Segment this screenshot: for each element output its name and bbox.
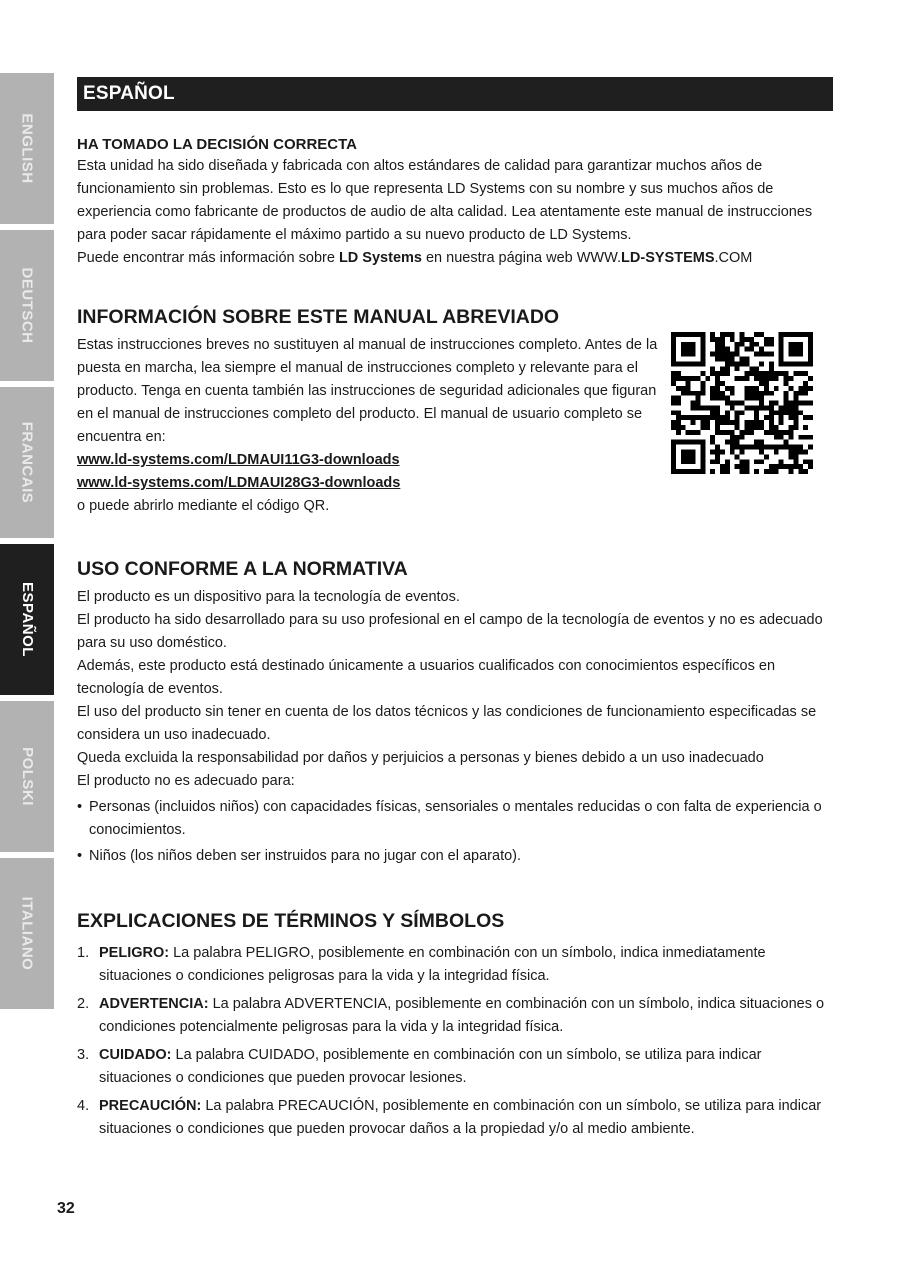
manual-info-heading: INFORMACIÓN SOBRE ESTE MANUAL ABREVIADO bbox=[77, 306, 560, 328]
download-link-ui28[interactable]: www.ld-systems.com/LDMAUI28G3-downloads bbox=[77, 475, 401, 491]
intended-use-line: El producto no es adecuado para: bbox=[77, 773, 295, 789]
terms-list bbox=[77, 942, 833, 1141]
term-text: La palabra ADVERTENCIA, posiblemente en combinación con un símbolo, indica situaciones o condiciones potencialmente peligrosas para la vida y la integridad física. bbox=[99, 996, 825, 1035]
qr-code-icon[interactable] bbox=[671, 332, 813, 474]
term-label: CUIDADO: bbox=[99, 1047, 172, 1063]
website-suffix: .COM bbox=[714, 250, 753, 266]
side-tab-label: ESPAÑOL bbox=[18, 582, 36, 657]
more-info-prefix: Puede encontrar más información sobre bbox=[77, 250, 339, 266]
terms-heading: EXPLICACIONES DE TÉRMINOS Y SÍMBOLOS bbox=[77, 910, 505, 932]
brand-name: LD Systems bbox=[338, 250, 422, 266]
term-label: ADVERTENCIA: bbox=[99, 996, 209, 1012]
list-item bbox=[77, 942, 833, 988]
page-content bbox=[77, 77, 833, 1146]
manual-info-text bbox=[77, 334, 667, 518]
intended-use-body bbox=[77, 586, 833, 868]
intended-use-line: Queda excluida la responsabilidad por daños y perjuicios a personas y bienes debido a un uso inadecuado bbox=[77, 750, 764, 766]
term-text: La palabra PELIGRO, posiblemente en combinación con un símbolo, indica inmediatamente situaciones o condiciones peligrosas para la vida y la integridad física. bbox=[99, 945, 766, 984]
side-tab-deutsch[interactable] bbox=[0, 230, 54, 381]
qr-note: o puede abrirlo mediante el código QR. bbox=[77, 498, 330, 514]
item-number: 3. bbox=[77, 1047, 90, 1063]
side-tab-english[interactable] bbox=[0, 73, 54, 224]
list-item: • Personas (incluidos niños) con capacidades físicas, sensoriales o mentales reducidas o con falta de experiencia o conocimientos. bbox=[77, 796, 833, 842]
item-number: 2. bbox=[77, 996, 90, 1012]
language-side-tabs bbox=[0, 73, 54, 1015]
download-link-ui11[interactable]: www.ld-systems.com/LDMAUI11G3-downloads bbox=[77, 452, 400, 468]
intro-section bbox=[77, 135, 833, 270]
list-item bbox=[77, 1044, 833, 1090]
side-tab-label: DEUTSCH bbox=[18, 267, 36, 344]
side-tab-label: POLSKI bbox=[18, 747, 36, 806]
intended-use-line: El producto es un dispositivo para la tecnología de eventos. bbox=[77, 589, 460, 605]
side-tab-label: ITALIANO bbox=[18, 896, 36, 971]
side-tab-italiano[interactable] bbox=[0, 858, 54, 1009]
side-tab-label: ENGLISH bbox=[18, 113, 36, 184]
terms-section bbox=[77, 908, 833, 1141]
intended-use-section bbox=[77, 556, 833, 868]
term-label: PRECAUCIÓN: bbox=[99, 1098, 202, 1114]
term-text: La palabra CUIDADO, posiblemente en combinación con un símbolo, se utiliza para indicar situaciones o condiciones que pueden provocar lesiones. bbox=[99, 1047, 762, 1086]
side-tab-francais[interactable] bbox=[0, 387, 54, 538]
term-text: La palabra PRECAUCIÓN, posiblemente en combinación con un símbolo, se utiliza para indicar situaciones o condiciones que pueden provocar daños a la propiedad y/o al medio ambiente. bbox=[99, 1098, 822, 1137]
page-number: 32 bbox=[57, 1200, 75, 1217]
language-header: ESPAÑOL bbox=[77, 77, 833, 111]
list-item: • Niños (los niños deben ser instruidos para no jugar con el aparato). bbox=[77, 845, 833, 868]
manual-info-section bbox=[77, 304, 833, 518]
intended-use-heading: USO CONFORME A LA NORMATIVA bbox=[77, 558, 408, 580]
not-suitable-list bbox=[77, 796, 833, 868]
intro-body bbox=[77, 155, 833, 270]
side-tab-polski[interactable] bbox=[0, 701, 54, 852]
list-item bbox=[77, 1095, 833, 1141]
intro-heading: HA TOMADO LA DECISIÓN CORRECTA bbox=[77, 136, 357, 153]
more-info-middle: en nuestra página web WWW. bbox=[421, 250, 622, 266]
side-tab-espanol[interactable] bbox=[0, 544, 54, 695]
manual-info-body: Estas instrucciones breves no sustituyen al manual de instrucciones completo. Antes de la puesta en marcha, lea siempre el manual de instrucciones completo y relevante para el producto. Tenga en cuenta también las instrucciones de seguridad adicionales que figuran en el manual de instrucciones completo del producto. El manual de usuario completo se encuentra en: bbox=[77, 337, 658, 445]
intended-use-line: El uso del producto sin tener en cuenta de los datos técnicos y las condiciones de funcionamiento especificadas se considera un uso inadecuado. bbox=[77, 704, 817, 743]
term-label: PELIGRO: bbox=[99, 945, 170, 961]
item-number: 1. bbox=[77, 945, 90, 961]
website-bold: LD-SYSTEMS bbox=[621, 250, 715, 266]
intended-use-line: Además, este producto está destinado únicamente a usuarios cualificados con conocimientos específicos en tecnología de eventos. bbox=[77, 658, 776, 697]
item-number: 4. bbox=[77, 1098, 90, 1114]
intended-use-line: El producto ha sido desarrollado para su uso profesional en el campo de la tecnología de eventos y no es adecuado para su uso doméstico. bbox=[77, 612, 823, 651]
intro-body-text: Esta unidad ha sido diseñada y fabricada con altos estándares de calidad para garantizar muchos años de funcionamiento sin problemas. Esto es lo que representa LD Systems con su nombre y sus muchos años de experiencia como fabricante de productos de audio de alta calidad. Lea atentamente este manual de instrucciones para poder sacar rápidamente el máximo partido a su nuevo producto de LD Systems. bbox=[77, 158, 813, 243]
side-tab-label: FRANCAIS bbox=[18, 421, 36, 504]
list-item bbox=[77, 993, 833, 1039]
